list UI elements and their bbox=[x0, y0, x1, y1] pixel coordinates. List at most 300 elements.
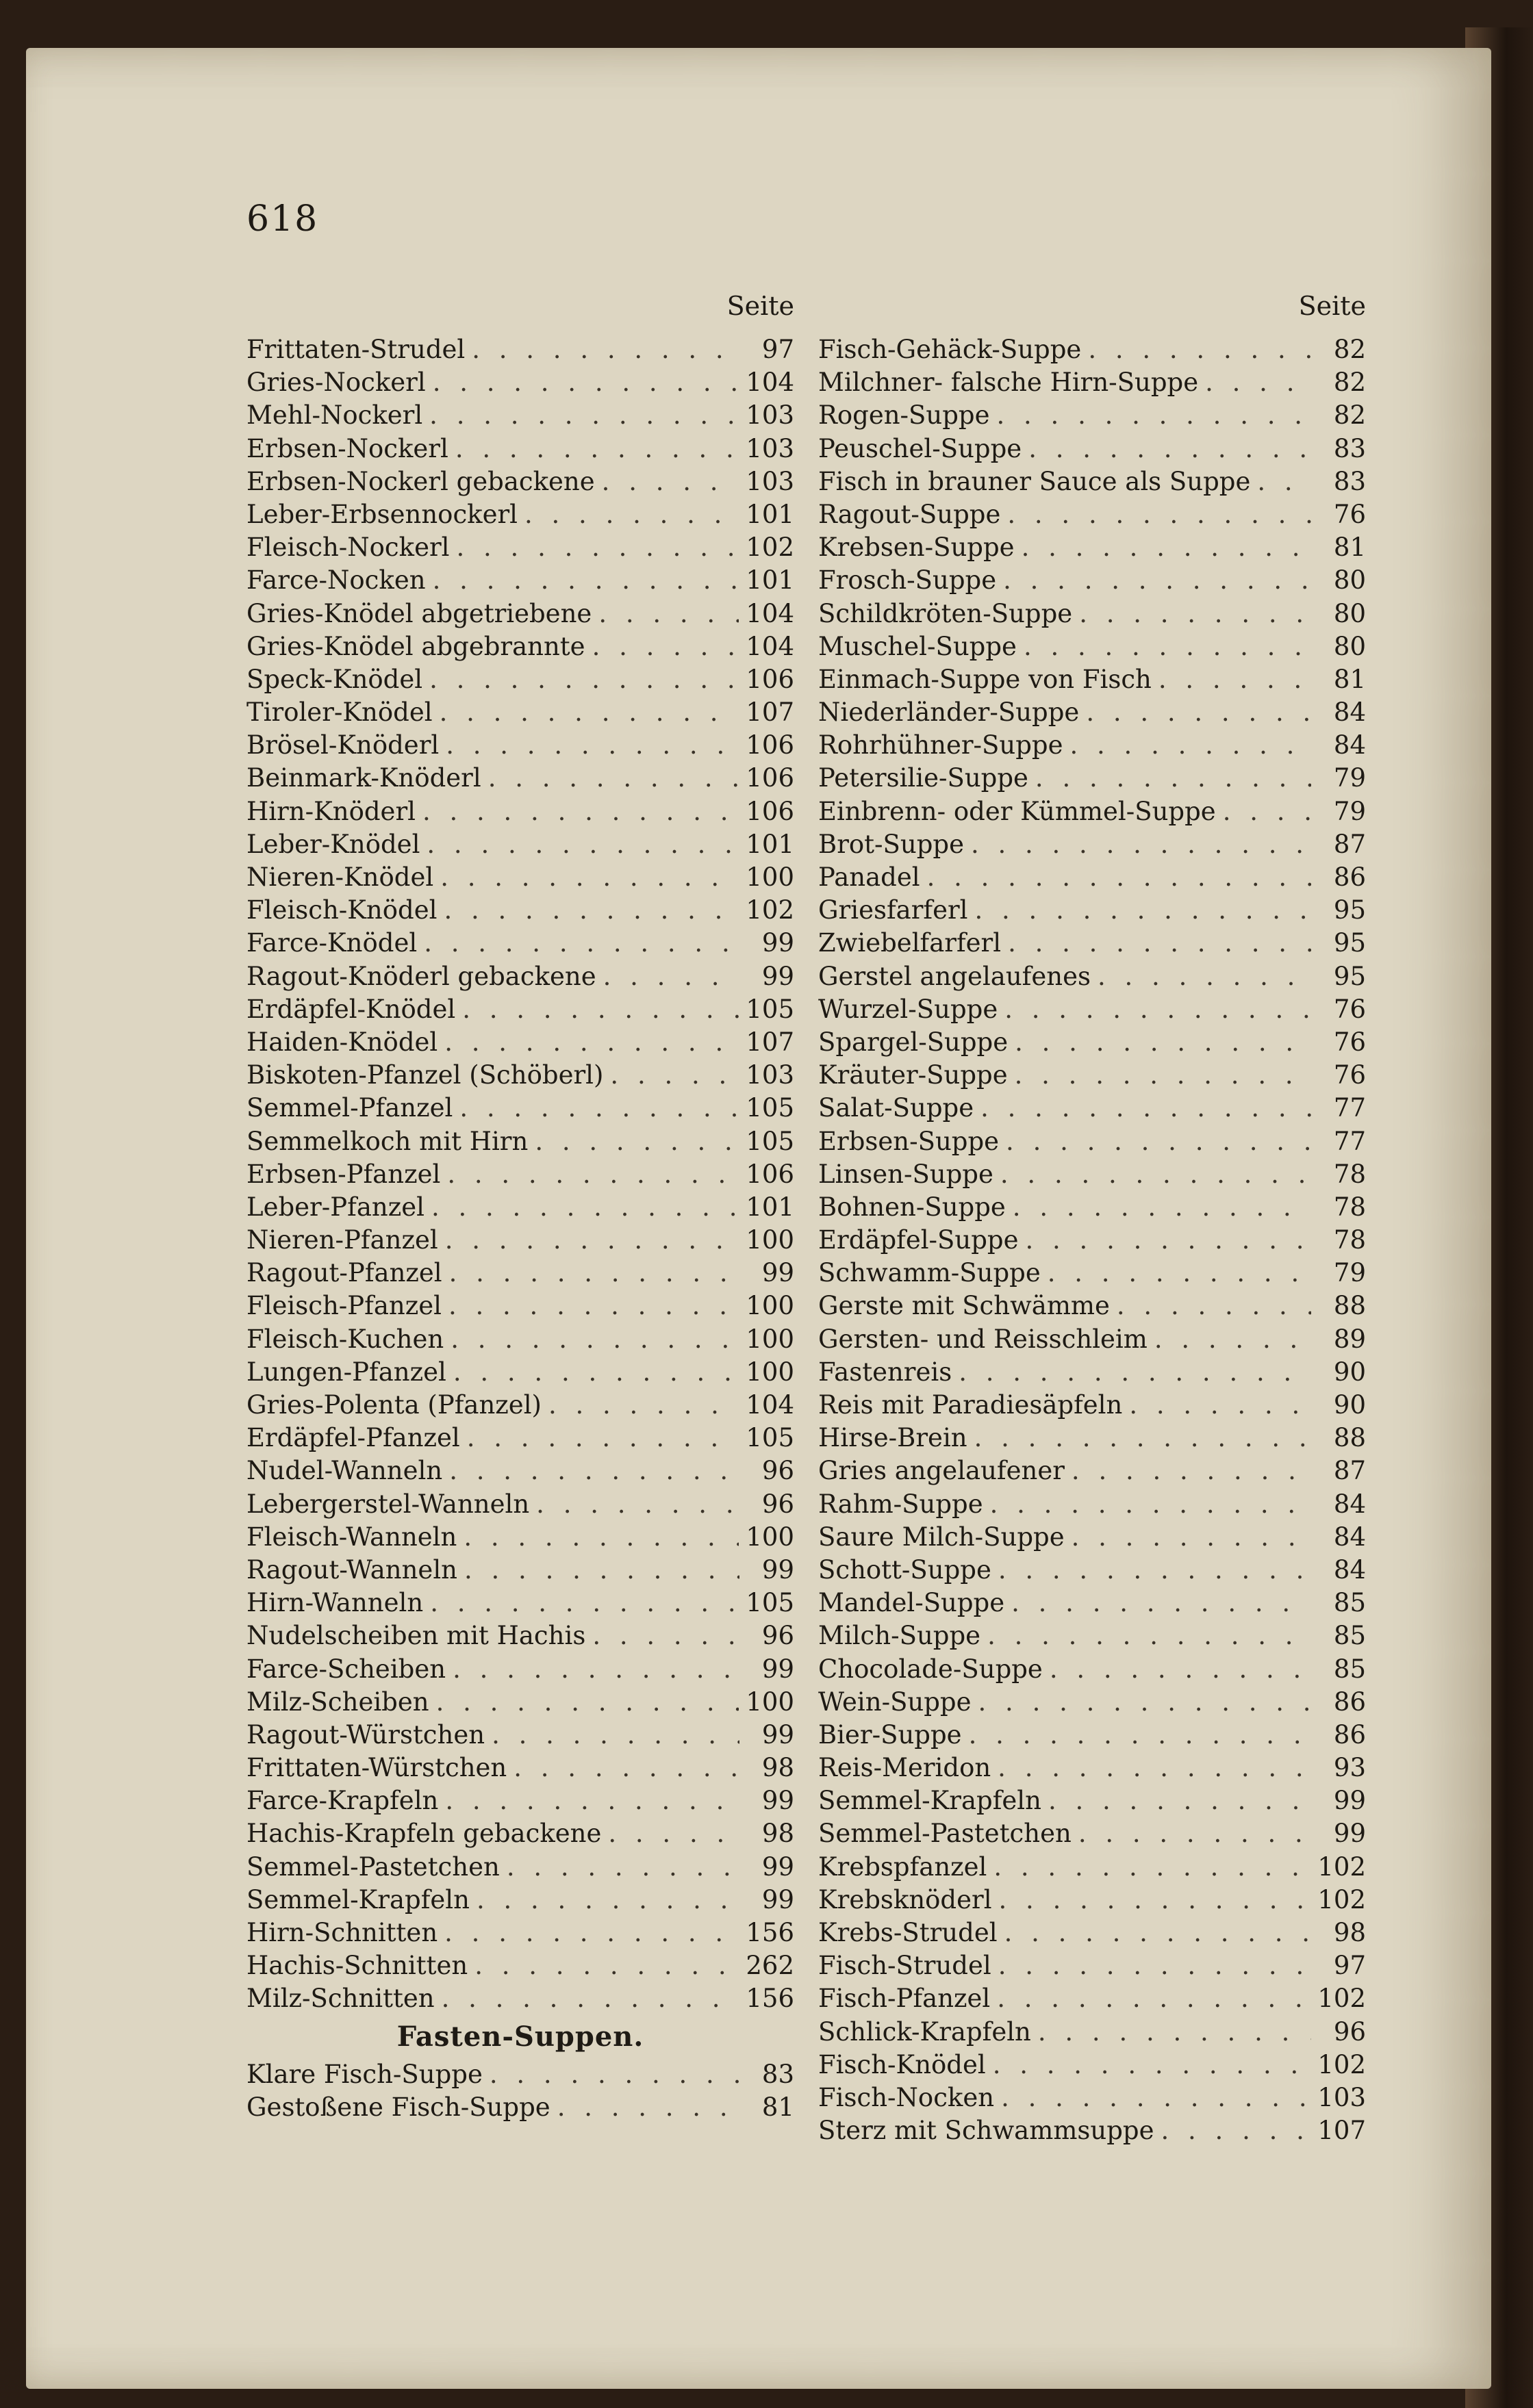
index-entry bbox=[818, 1619, 1366, 1652]
index-entry bbox=[246, 598, 794, 630]
index-column-left bbox=[246, 291, 794, 2124]
entry-title: Lungen-Pfanzel bbox=[246, 1357, 446, 1387]
entry-page-number: 78 bbox=[1333, 1225, 1366, 1255]
index-entry bbox=[246, 1290, 794, 1322]
entry-title: Klare Fisch-Suppe bbox=[246, 2059, 483, 2089]
entry-title: Beinmark-Knöderl bbox=[246, 763, 481, 793]
dot-leader bbox=[1257, 465, 1311, 498]
dot-leader bbox=[445, 1224, 739, 1257]
dot-leader bbox=[1086, 696, 1311, 729]
entry-page-number: 104 bbox=[746, 598, 794, 628]
entry-page-number: 85 bbox=[1333, 1621, 1366, 1651]
entry-page-number: 85 bbox=[1333, 1654, 1366, 1684]
dot-leader bbox=[548, 1389, 739, 1422]
entry-title: Hirn-Schnitten bbox=[246, 1918, 438, 1947]
entry-page-number: 97 bbox=[1333, 1951, 1366, 1981]
dot-leader bbox=[430, 1587, 739, 1619]
entry-title: Farce-Knödel bbox=[246, 928, 418, 958]
entry-title: Mehl-Nockerl bbox=[246, 400, 423, 431]
index-entry bbox=[818, 1587, 1366, 1619]
index-entry bbox=[246, 1356, 794, 1389]
index-entry bbox=[246, 333, 794, 366]
index-entry bbox=[818, 2049, 1366, 2082]
entry-title: Chocolade-Suppe bbox=[818, 1654, 1043, 1684]
dot-leader bbox=[1129, 1389, 1311, 1422]
entry-title: Schott-Suppe bbox=[818, 1554, 991, 1585]
index-entry bbox=[246, 2058, 794, 2091]
index-entry bbox=[818, 630, 1366, 663]
entry-page-number: 79 bbox=[1333, 1258, 1366, 1288]
entry-page-number: 106 bbox=[746, 763, 794, 793]
index-entry bbox=[246, 1653, 794, 1686]
index-entry bbox=[246, 399, 794, 432]
index-entry bbox=[818, 1884, 1366, 1917]
dot-leader bbox=[464, 1554, 739, 1587]
dot-leader bbox=[993, 2049, 1311, 2082]
index-entry bbox=[818, 1686, 1366, 1719]
entry-title: Nieren-Pfanzel bbox=[246, 1225, 438, 1255]
entry-title: Ragout-Pfanzel bbox=[246, 1258, 442, 1288]
dot-leader bbox=[457, 531, 739, 564]
entry-page-number: 76 bbox=[1333, 499, 1366, 529]
entry-page-number: 99 bbox=[761, 1258, 794, 1288]
index-entry bbox=[246, 366, 794, 399]
entry-title: Leber-Pfanzel bbox=[246, 1192, 425, 1222]
entry-title: Reis-Meridon bbox=[818, 1753, 991, 1783]
entry-page-number: 107 bbox=[1317, 2116, 1366, 2146]
entry-page-number: 88 bbox=[1333, 1423, 1366, 1453]
entry-page-number: 84 bbox=[1333, 1554, 1366, 1585]
index-entry bbox=[818, 927, 1366, 960]
entry-page-number: 101 bbox=[746, 499, 794, 529]
index-entry bbox=[818, 366, 1366, 399]
dot-leader bbox=[987, 1619, 1311, 1652]
index-entry bbox=[818, 1389, 1366, 1422]
index-entry bbox=[246, 1026, 794, 1059]
entry-page-number: 105 bbox=[746, 994, 794, 1024]
entry-page-number: 100 bbox=[746, 1225, 794, 1255]
entry-page-number: 102 bbox=[1317, 1852, 1366, 1882]
index-entry bbox=[246, 861, 794, 894]
index-entry bbox=[818, 828, 1366, 861]
entry-title: Farce-Nocken bbox=[246, 565, 426, 595]
entry-title: Einmach-Suppe von Fisch bbox=[818, 664, 1152, 694]
entry-page-number: 99 bbox=[761, 1852, 794, 1882]
dot-leader bbox=[448, 1290, 739, 1322]
entry-title: Milch-Suppe bbox=[818, 1621, 981, 1651]
entry-page-number: 103 bbox=[1317, 2082, 1366, 2112]
entry-page-number: 99 bbox=[761, 1786, 794, 1816]
entry-title: Frosch-Suppe bbox=[818, 565, 997, 595]
index-entry bbox=[246, 1521, 794, 1554]
entry-title: Ragout-Würstchen bbox=[246, 1719, 485, 1750]
entry-page-number: 81 bbox=[1333, 664, 1366, 694]
dot-leader bbox=[1050, 1653, 1311, 1686]
index-entry bbox=[818, 2082, 1366, 2114]
index-entry bbox=[246, 960, 794, 993]
dot-leader bbox=[1035, 762, 1311, 795]
entry-title: Hachis-Schnitten bbox=[246, 1951, 468, 1981]
entry-page-number: 82 bbox=[1333, 368, 1366, 398]
entry-page-number: 101 bbox=[746, 565, 794, 595]
entry-page-number: 106 bbox=[746, 1159, 794, 1189]
entry-title: Brösel-Knöderl bbox=[246, 730, 440, 760]
entry-page-number: 95 bbox=[1333, 895, 1366, 925]
index-entry bbox=[818, 1949, 1366, 1982]
entry-title: Ragout-Wanneln bbox=[246, 1554, 457, 1585]
entry-title: Semmel-Pastetchen bbox=[818, 1819, 1072, 1849]
dot-leader bbox=[1223, 795, 1311, 828]
dot-leader bbox=[1205, 366, 1311, 399]
entry-page-number: 78 bbox=[1333, 1192, 1366, 1222]
entry-title: Milchner- falsche Hirn-Suppe bbox=[818, 368, 1199, 398]
dot-leader bbox=[431, 1191, 739, 1224]
index-entry bbox=[818, 1719, 1366, 1752]
entry-title: Speck-Knödel bbox=[246, 664, 423, 694]
entry-page-number: 78 bbox=[1333, 1159, 1366, 1189]
entry-title: Gestoßene Fisch-Suppe bbox=[246, 2092, 550, 2122]
dot-leader bbox=[993, 1851, 1310, 1884]
dot-leader bbox=[440, 696, 739, 729]
entry-title: Erbsen-Pfanzel bbox=[246, 1159, 441, 1189]
entry-title: Niederländer-Suppe bbox=[818, 697, 1080, 728]
index-entry bbox=[246, 1488, 794, 1521]
entry-title: Bohnen-Suppe bbox=[818, 1192, 1006, 1222]
entry-title: Semmel-Krapfeln bbox=[818, 1786, 1041, 1816]
index-entry bbox=[818, 1290, 1366, 1322]
entry-page-number: 81 bbox=[761, 2092, 794, 2122]
dot-leader bbox=[1011, 1587, 1311, 1619]
entry-page-number: 84 bbox=[1333, 730, 1366, 760]
index-entry bbox=[246, 1949, 794, 1982]
entry-title: Fleisch-Nockerl bbox=[246, 533, 450, 563]
entry-page-number: 96 bbox=[761, 1621, 794, 1651]
index-entry bbox=[818, 433, 1366, 465]
index-entry bbox=[818, 465, 1366, 498]
entry-title: Schildkröten-Suppe bbox=[818, 598, 1073, 628]
entry-title: Gries-Knödel abgetriebene bbox=[246, 598, 592, 628]
entry-page-number: 102 bbox=[1317, 2049, 1366, 2079]
index-entry bbox=[246, 828, 794, 861]
index-entry bbox=[246, 1917, 794, 1949]
index-entry bbox=[818, 1521, 1366, 1554]
entry-title: Fleisch-Knödel bbox=[246, 895, 438, 925]
entry-title: Leber-Knödel bbox=[246, 829, 420, 859]
index-entry bbox=[246, 894, 794, 927]
entry-page-number: 105 bbox=[746, 1423, 794, 1453]
dot-leader bbox=[1078, 1817, 1311, 1850]
entry-page-number: 83 bbox=[761, 2059, 794, 2089]
entry-page-number: 82 bbox=[1333, 335, 1366, 364]
entry-page-number: 84 bbox=[1333, 1522, 1366, 1552]
dot-leader bbox=[467, 1422, 739, 1455]
entry-page-number: 156 bbox=[746, 1918, 794, 1947]
dot-leader bbox=[969, 1719, 1311, 1752]
entry-page-number: 99 bbox=[761, 1654, 794, 1684]
dot-leader bbox=[1015, 1026, 1311, 1059]
entry-title: Mandel-Suppe bbox=[818, 1588, 1005, 1618]
index-entry bbox=[246, 1092, 794, 1125]
entry-page-number: 96 bbox=[761, 1456, 794, 1486]
dot-leader bbox=[1006, 1125, 1311, 1158]
index-entry bbox=[818, 1851, 1366, 1884]
entry-page-number: 102 bbox=[1317, 1884, 1366, 1914]
entry-page-number: 104 bbox=[746, 631, 794, 661]
index-entry bbox=[246, 762, 794, 795]
entry-page-number: 80 bbox=[1333, 631, 1366, 661]
entry-title: Petersilie-Suppe bbox=[818, 763, 1028, 793]
entry-page-number: 106 bbox=[746, 730, 794, 760]
entry-title: Semmel-Pfanzel bbox=[246, 1093, 453, 1123]
index-entry bbox=[246, 433, 794, 465]
entry-page-number: 100 bbox=[746, 1687, 794, 1717]
entry-title: Gerste mit Schwämme bbox=[818, 1291, 1110, 1321]
dot-leader bbox=[998, 1752, 1311, 1784]
entry-title: Rohrhühner-Suppe bbox=[818, 730, 1063, 760]
index-entry bbox=[246, 1752, 794, 1784]
entry-title: Gries-Nockerl bbox=[246, 368, 426, 398]
entry-page-number: 76 bbox=[1333, 994, 1366, 1024]
dot-leader bbox=[1072, 1455, 1311, 1487]
entry-page-number: 80 bbox=[1333, 565, 1366, 595]
index-entry bbox=[818, 498, 1366, 531]
dot-leader bbox=[959, 1356, 1311, 1389]
dot-leader bbox=[474, 1949, 739, 1982]
dot-leader bbox=[472, 333, 739, 366]
entry-title: Erdäpfel-Suppe bbox=[818, 1225, 1019, 1255]
dot-leader bbox=[447, 1158, 739, 1191]
entry-page-number: 98 bbox=[761, 1753, 794, 1783]
dot-leader bbox=[1026, 1224, 1312, 1257]
dot-leader bbox=[971, 828, 1311, 861]
dot-leader bbox=[999, 1884, 1311, 1917]
entry-title: Gries-Polenta (Pfanzel) bbox=[246, 1390, 542, 1420]
dot-leader bbox=[440, 861, 739, 894]
dot-leader bbox=[1001, 2082, 1310, 2114]
dot-leader bbox=[424, 927, 739, 960]
dot-leader bbox=[974, 1422, 1311, 1455]
entry-page-number: 102 bbox=[746, 895, 794, 925]
dot-leader bbox=[451, 1323, 739, 1356]
entry-title: Muschel-Suppe bbox=[818, 631, 1017, 661]
entry-page-number: 86 bbox=[1333, 862, 1366, 892]
index-entry bbox=[818, 1158, 1366, 1191]
index-entry bbox=[246, 1719, 794, 1752]
entry-title: Tiroler-Knödel bbox=[246, 697, 433, 728]
entry-title: Hirn-Wanneln bbox=[246, 1588, 424, 1618]
index-entry bbox=[246, 465, 794, 498]
dot-leader bbox=[449, 1455, 739, 1487]
entry-page-number: 99 bbox=[1333, 1786, 1366, 1816]
dot-leader bbox=[997, 399, 1312, 432]
entry-page-number: 97 bbox=[761, 335, 794, 364]
entry-page-number: 104 bbox=[746, 368, 794, 398]
dot-leader bbox=[446, 729, 739, 762]
entry-page-number: 99 bbox=[761, 1554, 794, 1585]
entry-title: Hirse-Brein bbox=[818, 1423, 967, 1453]
dot-leader bbox=[444, 894, 739, 927]
index-entry bbox=[818, 1653, 1366, 1686]
entry-title: Fisch-Knödel bbox=[818, 2049, 986, 2079]
entry-title: Erbsen-Nockerl gebackene bbox=[246, 466, 595, 496]
column-header: Seite bbox=[1298, 291, 1366, 321]
index-entry bbox=[246, 795, 794, 828]
index-entry bbox=[246, 1817, 794, 1850]
entry-title: Ragout-Suppe bbox=[818, 499, 1001, 529]
dot-leader bbox=[477, 1884, 739, 1917]
dot-leader bbox=[592, 1619, 739, 1652]
entry-title: Erdäpfel-Knödel bbox=[246, 994, 456, 1024]
entry-page-number: 99 bbox=[761, 1719, 794, 1750]
index-entry bbox=[818, 1356, 1366, 1389]
dot-leader bbox=[514, 1752, 739, 1784]
entry-page-number: 102 bbox=[1317, 1984, 1366, 2014]
entry-page-number: 95 bbox=[1333, 928, 1366, 958]
entry-list bbox=[246, 2058, 794, 2124]
dot-leader bbox=[436, 1686, 739, 1719]
entry-page-number: 95 bbox=[1333, 961, 1366, 991]
index-entry bbox=[246, 498, 794, 531]
index-entry bbox=[246, 1784, 794, 1817]
index-entry bbox=[246, 1191, 794, 1224]
entry-title: Reis mit Paradiesäpfeln bbox=[818, 1390, 1123, 1420]
index-entry bbox=[818, 795, 1366, 828]
entry-page-number: 100 bbox=[746, 862, 794, 892]
entry-page-number: 103 bbox=[746, 400, 794, 431]
entry-title: Schlick-Krapfeln bbox=[818, 2016, 1031, 2047]
index-entry bbox=[818, 1752, 1366, 1784]
index-entry bbox=[246, 1455, 794, 1487]
entry-list bbox=[246, 333, 794, 2016]
entry-title: Erdäpfel-Pfanzel bbox=[246, 1423, 460, 1453]
index-entry bbox=[818, 993, 1366, 1026]
entry-title: Linsen-Suppe bbox=[818, 1159, 993, 1189]
index-entry bbox=[246, 1158, 794, 1191]
entry-page-number: 86 bbox=[1333, 1687, 1366, 1717]
dot-leader bbox=[449, 1257, 739, 1290]
dot-leader bbox=[997, 1982, 1310, 2015]
dot-leader bbox=[444, 1026, 739, 1059]
index-entry bbox=[246, 663, 794, 696]
entry-page-number: 96 bbox=[761, 1489, 794, 1519]
entry-title: Peuschel-Suppe bbox=[818, 433, 1022, 463]
index-entry bbox=[246, 927, 794, 960]
entry-title: Frittaten-Strudel bbox=[246, 335, 466, 364]
entry-title: Fleisch-Pfanzel bbox=[246, 1291, 442, 1321]
entry-page-number: 262 bbox=[746, 1951, 794, 1981]
dot-leader bbox=[608, 1817, 739, 1850]
index-entry bbox=[246, 1059, 794, 1092]
entry-page-number: 107 bbox=[746, 697, 794, 728]
entry-title: Leber-Erbsennockerl bbox=[246, 499, 518, 529]
index-entry bbox=[246, 1554, 794, 1587]
entry-page-number: 103 bbox=[746, 466, 794, 496]
dot-leader bbox=[1015, 1059, 1311, 1092]
dot-leader bbox=[1158, 663, 1311, 696]
index-entry bbox=[818, 1982, 1366, 2015]
entry-page-number: 85 bbox=[1333, 1588, 1366, 1618]
entry-page-number: 90 bbox=[1333, 1390, 1366, 1420]
entry-title: Frittaten-Würstchen bbox=[246, 1753, 507, 1783]
entry-title: Fisch-Strudel bbox=[818, 1951, 991, 1981]
entry-page-number: 105 bbox=[746, 1588, 794, 1618]
dot-leader bbox=[490, 2058, 739, 2091]
index-entry bbox=[818, 1059, 1366, 1092]
index-entry bbox=[246, 1323, 794, 1356]
dot-leader bbox=[455, 433, 739, 465]
dot-leader bbox=[1000, 1158, 1311, 1191]
dot-leader bbox=[1079, 598, 1311, 630]
dot-leader bbox=[990, 1488, 1311, 1521]
dot-leader bbox=[422, 795, 739, 828]
entry-title: Gerstel angelaufenes bbox=[818, 961, 1091, 991]
index-entry bbox=[818, 2114, 1366, 2147]
entry-title: Gries-Knödel abgebrannte bbox=[246, 631, 585, 661]
entry-title: Nudel-Wanneln bbox=[246, 1456, 443, 1486]
entry-title: Rogen-Suppe bbox=[818, 400, 990, 431]
dot-leader bbox=[1070, 729, 1312, 762]
dot-leader bbox=[1003, 564, 1311, 597]
dot-leader bbox=[459, 1092, 739, 1125]
dot-leader bbox=[1048, 1784, 1311, 1817]
entry-page-number: 89 bbox=[1333, 1324, 1366, 1354]
dot-leader bbox=[524, 498, 739, 531]
dot-leader bbox=[429, 663, 739, 696]
dot-leader bbox=[445, 1784, 739, 1817]
dot-leader bbox=[464, 1521, 739, 1554]
dot-leader bbox=[1072, 1521, 1311, 1554]
index-entry bbox=[818, 1092, 1366, 1125]
dot-leader bbox=[557, 2091, 739, 2124]
index-entry bbox=[818, 399, 1366, 432]
index-entry bbox=[818, 696, 1366, 729]
entry-page-number: 100 bbox=[746, 1291, 794, 1321]
entry-title: Salat-Suppe bbox=[818, 1093, 974, 1123]
index-entry bbox=[246, 630, 794, 663]
entry-title: Gries angelaufener bbox=[818, 1456, 1065, 1486]
section-title: Fasten-Suppen. bbox=[396, 2020, 644, 2053]
entry-title: Biskoten-Pfanzel (Schöberl) bbox=[246, 1060, 604, 1090]
index-entry bbox=[246, 696, 794, 729]
entry-page-number: 100 bbox=[746, 1357, 794, 1387]
dot-leader bbox=[492, 1719, 739, 1752]
index-entry bbox=[818, 1817, 1366, 1850]
dot-leader bbox=[429, 399, 739, 432]
index-entry bbox=[246, 1257, 794, 1290]
entry-title: Fisch-Nocken bbox=[818, 2082, 995, 2112]
index-entry bbox=[818, 729, 1366, 762]
index-column-right bbox=[818, 291, 1366, 2147]
entry-title: Rahm-Suppe bbox=[818, 1489, 983, 1519]
dot-leader bbox=[1098, 960, 1311, 993]
entry-title: Krebs-Strudel bbox=[818, 1918, 998, 1947]
dot-leader bbox=[998, 1949, 1311, 1982]
dot-leader bbox=[975, 894, 1311, 927]
entry-page-number: 82 bbox=[1333, 400, 1366, 431]
index-entry bbox=[246, 1619, 794, 1652]
entry-title: Spargel-Suppe bbox=[818, 1027, 1009, 1057]
entry-title: Einbrenn- oder Kümmel-Suppe bbox=[818, 796, 1216, 826]
dot-leader bbox=[453, 1356, 739, 1389]
entry-title: Schwamm-Suppe bbox=[818, 1258, 1041, 1288]
entry-title: Lebergerstel-Wanneln bbox=[246, 1489, 530, 1519]
entry-page-number: 76 bbox=[1333, 1060, 1366, 1090]
entry-title: Haiden-Knödel bbox=[246, 1027, 438, 1057]
index-entry bbox=[818, 762, 1366, 795]
dot-leader bbox=[462, 993, 739, 1026]
entry-title: Saure Milch-Suppe bbox=[818, 1522, 1065, 1552]
dot-leader bbox=[603, 960, 739, 993]
